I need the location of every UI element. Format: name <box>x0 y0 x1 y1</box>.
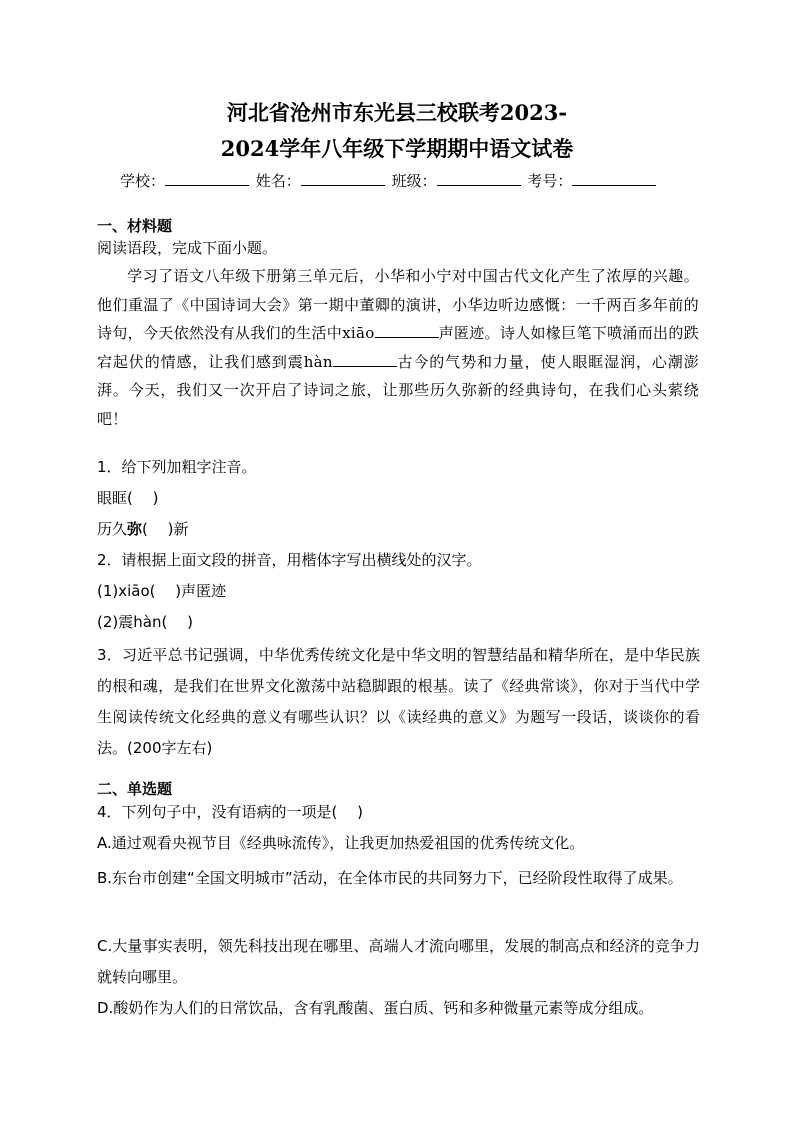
exam-no-label: 考号： <box>527 172 573 190</box>
name-blank[interactable] <box>301 170 385 186</box>
section2-heading: 二、单选题 <box>97 780 173 798</box>
option-a: A.通过观看央视节目《经典咏流传》，让我更加热爱祖国的优秀传统文化。 <box>97 834 585 852</box>
question-3: 3．习近平总书记强调，中华优秀传统文化是中华文明的智慧结晶和精华所在，是中华民族的根和魂，是我们在世界文化激荡中站稳脚跟的根基。读了《经典常谈》，你对于当代中学生阅读传统文化经典的意义有哪些认识？以《读经典的意义》为题写一段话，谈谈你的看法。(200字左右) <box>97 646 700 757</box>
option-b: B.东台市创建“全国文明城市”活动，在全体市民的共同努力下，已经阶段性取得了成果。 <box>97 869 683 887</box>
blank-xiao[interactable] <box>375 323 439 338</box>
section1-heading: 一、材料题 <box>97 217 173 235</box>
passage-part-b: 声匿迹。诗人如椽巨笔下喷涌而出的跌宕起伏的情感，让我们感到震hàn <box>97 324 700 371</box>
exam-title-line2: 2024学年八年级下学期期中语文试卷 <box>220 136 574 161</box>
q1b-bold-char: 弥 <box>127 520 143 538</box>
student-info-fields <box>120 170 680 192</box>
class-label: 班级： <box>391 172 437 190</box>
question-2b: (2)震hàn( ) <box>97 613 193 631</box>
q1b-post: ( )新 <box>142 520 189 538</box>
name-label: 姓名： <box>255 172 301 190</box>
q1b-pre: 历久 <box>97 520 128 538</box>
exam-title-line1: 河北省沧州市东光县三校联考2023- <box>226 100 568 125</box>
section1-intro: 阅读语段，完成下面小题。 <box>97 239 278 257</box>
passage-part-c: 古今的气势和力量，使人眼眶湿润，心潮澎湃。今天，我们又一次开启了诗词之旅，让那些历久弥新的经典诗句，在我们心头萦绕吧！ <box>97 352 699 428</box>
exam-no-blank[interactable] <box>572 170 656 186</box>
school-label: 学校： <box>120 172 166 190</box>
question-4: 4．下列句子中，没有语病的一项是( ) <box>97 803 364 821</box>
option-d: D.酸奶作为人们的日常饮品，含有乳酸菌、蛋白质、钙和多种微量元素等成分组成。 <box>97 999 654 1017</box>
option-c: C.大量事实表明，领先科技出现在哪里、高端人才流向哪里，发展的制高点和经济的竞争力就转向哪里。 <box>97 937 700 986</box>
question-1: 1．给下列加粗字注音。 <box>97 458 257 476</box>
blank-han[interactable] <box>333 352 397 367</box>
reading-passage <box>97 262 699 433</box>
passage-part-a: 学习了语文八年级下册第三单元后，小华和小宁对中国古代文化产生了浓厚的兴趣。他们重温了《中国诗词大会》第一期中董卿的演讲，小华边听边感慨：一千两百多年前的诗句，今天依然没有从我们的生活中xiāo <box>97 267 699 342</box>
question-1b <box>97 518 189 540</box>
question-2a: (1)xiāo( )声匿迹 <box>97 582 227 600</box>
question-2: 2．请根据上面文段的拼音，用楷体字写出横线处的汉字。 <box>97 551 482 569</box>
class-blank[interactable] <box>437 170 521 186</box>
school-blank[interactable] <box>165 170 249 186</box>
question-1a: 眼眶( ) <box>97 489 159 507</box>
